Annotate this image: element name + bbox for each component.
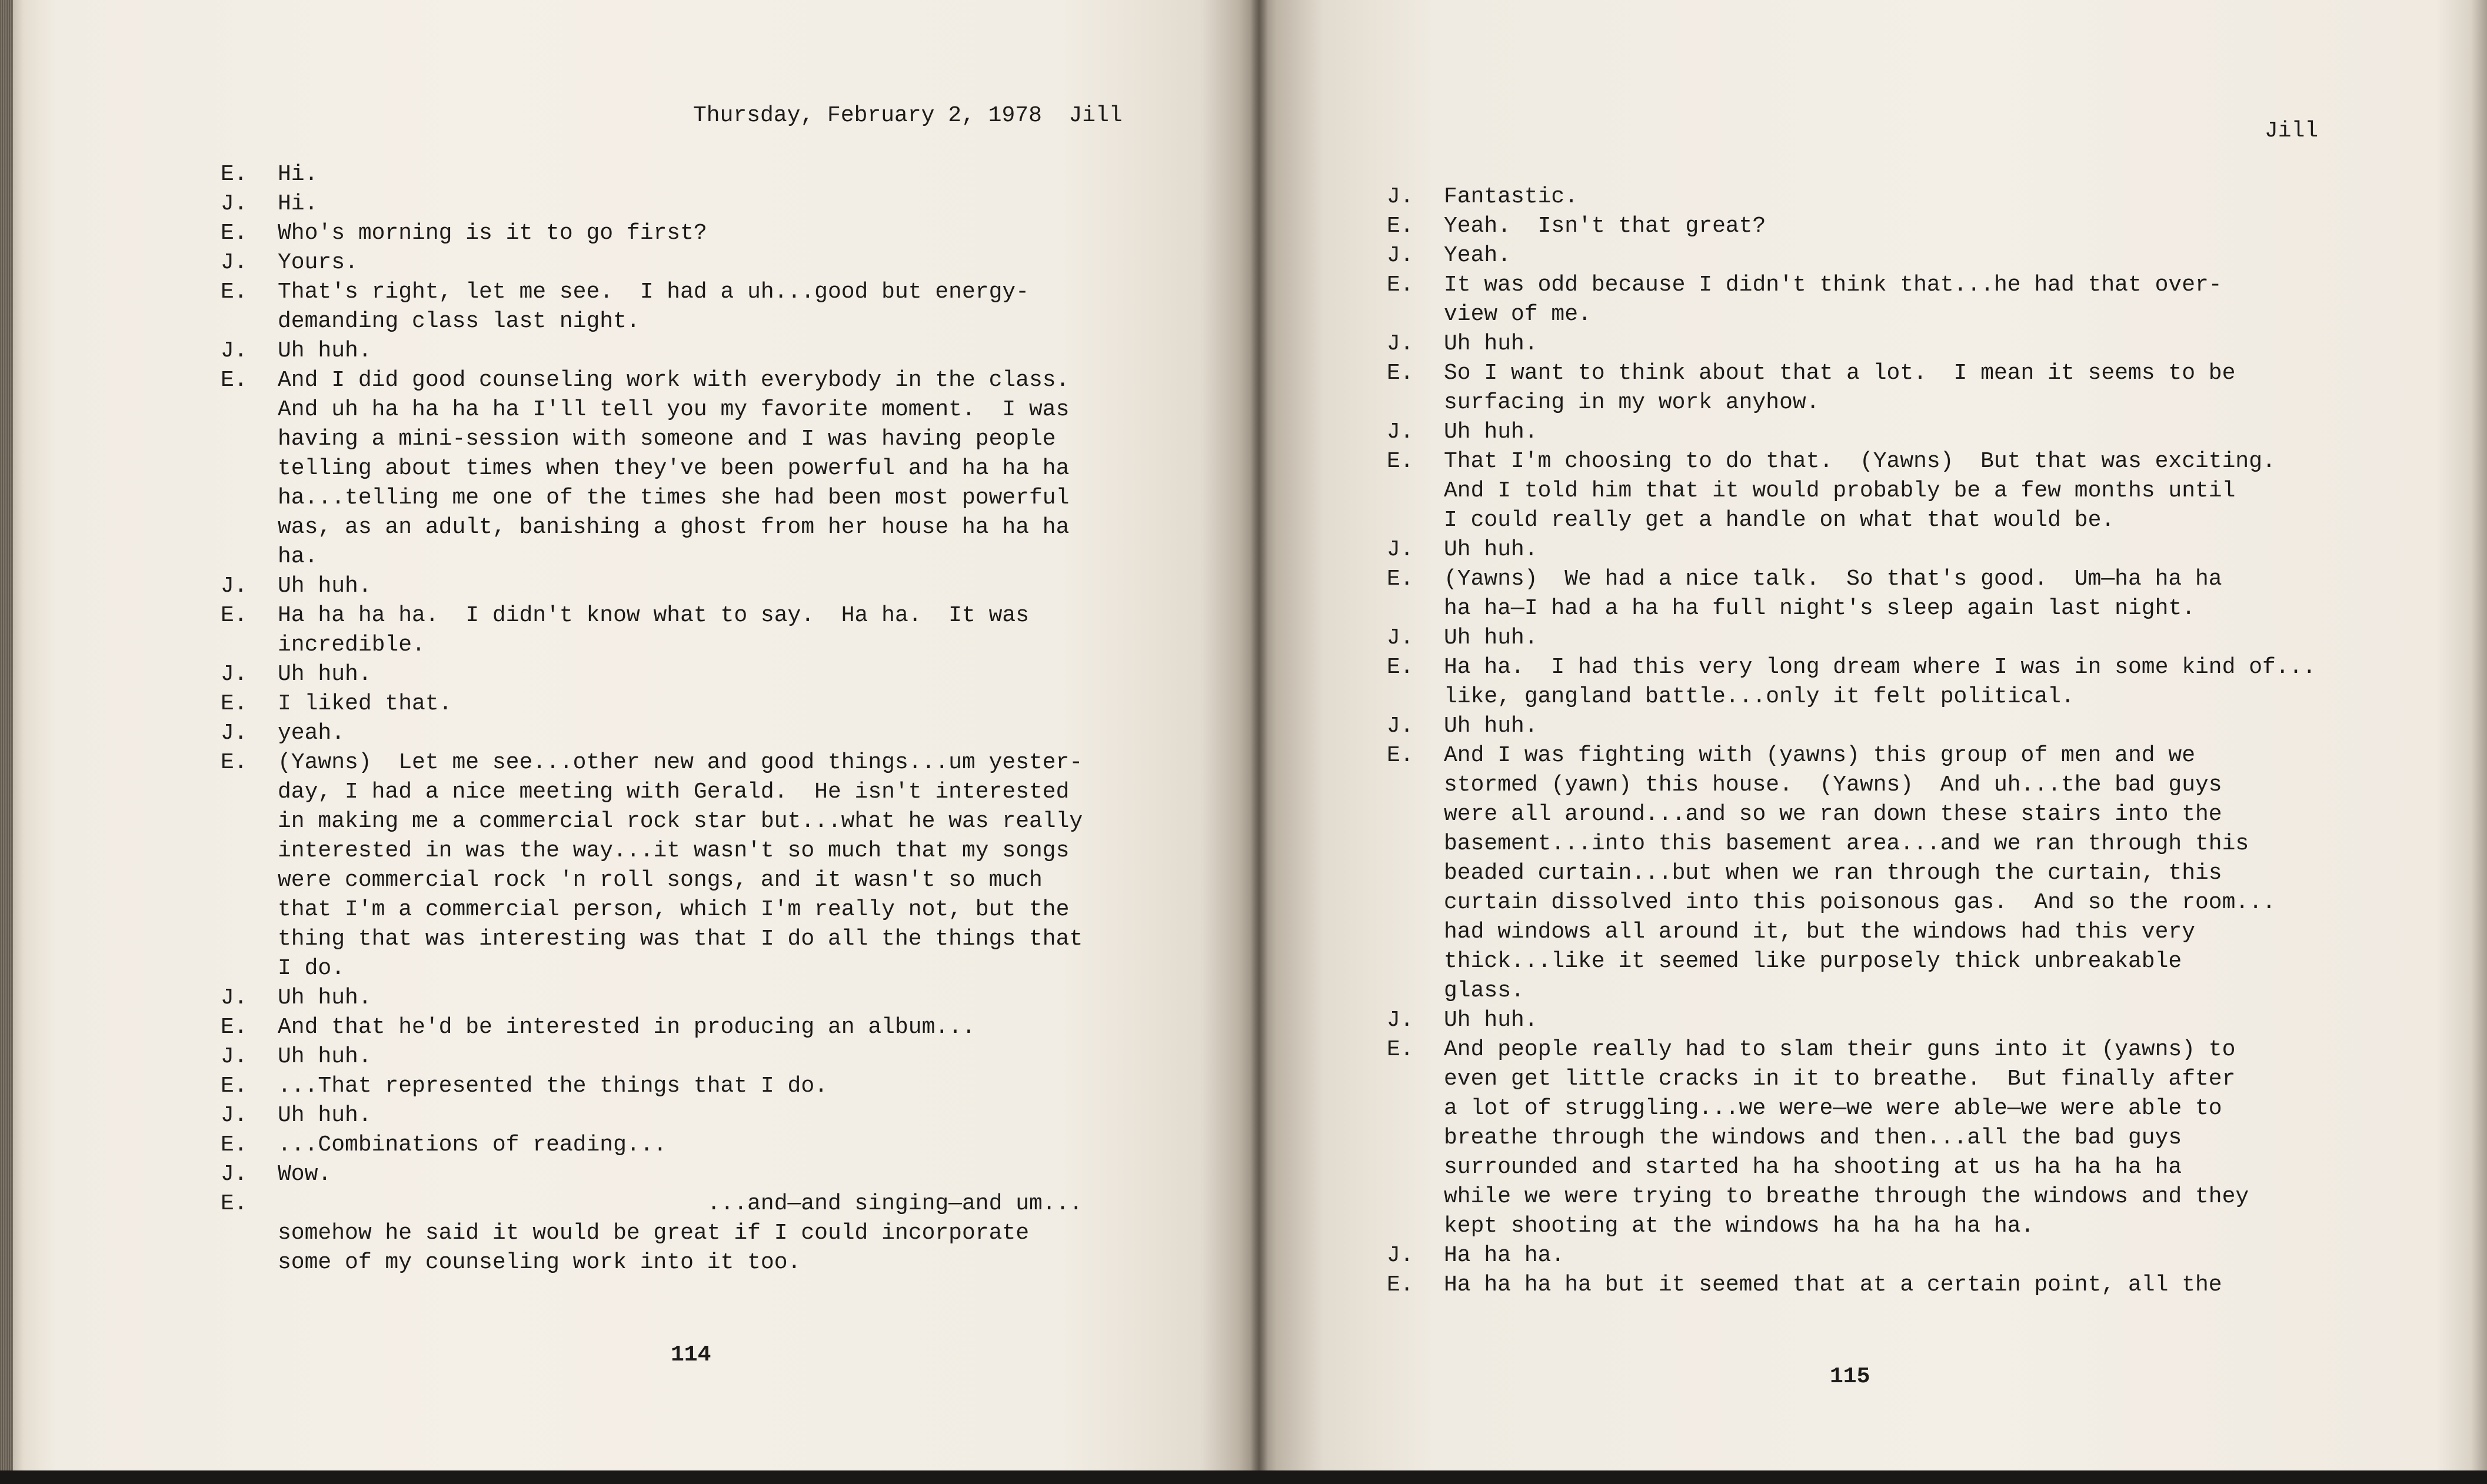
dialogue-line: Uh huh.	[1444, 537, 1538, 562]
dialogue-line: Uh huh.	[1444, 713, 1538, 739]
right-page-header: Jill	[2265, 118, 2319, 144]
speaker-label: E.	[221, 368, 248, 393]
dialogue-entry	[221, 689, 1083, 719]
dialogue-text	[278, 248, 358, 278]
dialogue-line: thing that was interesting was that I do all the things that	[278, 926, 1083, 952]
dialogue-line: I could really get a handle on what that would be.	[1444, 508, 2115, 533]
speaker-label: E.	[1387, 361, 1414, 386]
dialogue-line: yeah.	[278, 721, 345, 746]
dialogue-line: And I was fighting with (yawns) this group of men and we	[1444, 743, 2196, 768]
dialogue-text	[278, 1072, 828, 1101]
speaker-label: E.	[221, 603, 248, 628]
dialogue-entry	[1387, 418, 2316, 447]
dialogue-line: surfacing in my work anyhow.	[1444, 390, 1820, 415]
dialogue-entry	[1387, 623, 2316, 653]
speaker-label: E.	[221, 1191, 248, 1216]
dialogue-line: basement...into this basement area...and we ran through this	[1444, 831, 2249, 856]
dialogue-line: was, as an adult, banishing a ghost from her house ha ha ha	[278, 515, 1070, 540]
dialogue-text	[278, 601, 1029, 660]
dialogue-line: telling about times when they've been powerful and ha ha ha	[278, 456, 1070, 481]
dialogue-line: Uh huh.	[1444, 331, 1538, 356]
dialogue-entry	[1387, 535, 2316, 565]
dialogue-line: ha ha—I had a ha ha full night's sleep again last night.	[1444, 596, 2196, 621]
dialogue-entry	[1387, 271, 2316, 329]
dialogue-line: (Yawns) Let me see...other new and good things...um yester-	[278, 750, 1083, 775]
dialogue-text	[1444, 447, 2276, 535]
dialogue-text	[278, 719, 345, 748]
speaker-label: E.	[221, 750, 248, 775]
speaker-label: E.	[221, 1132, 248, 1158]
dialogue-entry	[221, 1101, 1083, 1130]
speaker-label: E.	[221, 1073, 248, 1099]
dialogue-entry	[1387, 241, 2316, 271]
dialogue-line: surrounded and started ha ha shooting at us ha ha ha ha	[1444, 1155, 2182, 1180]
right-page	[1259, 0, 2487, 1484]
dialogue-text	[1444, 741, 2276, 1006]
dialogue-text	[278, 1013, 976, 1042]
dialogue-entry	[221, 1013, 1083, 1042]
dialogue-entry	[1387, 182, 2316, 212]
dialogue-line: while we were trying to breathe through the windows and they	[1444, 1184, 2249, 1209]
dialogue-line: like, gangland battle...only it felt political.	[1444, 684, 2075, 709]
dialogue-text	[1444, 271, 2222, 329]
dialogue-line: And people really had to slam their guns into it (yawns) to	[1444, 1037, 2236, 1062]
dialogue-line: somehow he said it would be great if I could incorporate	[278, 1220, 1030, 1246]
dialogue-line: Ha ha ha ha. I didn't know what to say. Ha ha. It was	[278, 603, 1030, 628]
speaker-label: E.	[1387, 743, 1414, 768]
dialogue-entry	[1387, 741, 2316, 1006]
speaker-label: E.	[221, 221, 248, 246]
dialogue-entry	[221, 983, 1083, 1013]
right-dialogue	[1387, 182, 2316, 1300]
dialogue-entry	[221, 748, 1083, 983]
dialogue-entry	[221, 366, 1083, 572]
dialogue-entry	[221, 719, 1083, 748]
dialogue-line: I do.	[278, 956, 345, 981]
left-dialogue	[221, 160, 1083, 1278]
dialogue-line: Yeah.	[1444, 243, 1511, 268]
speaker-label: J.	[221, 1103, 248, 1128]
dialogue-text	[278, 983, 372, 1013]
speaker-label: J.	[1387, 184, 1414, 209]
dialogue-text	[278, 366, 1069, 572]
dialogue-line: That's right, let me see. I had a uh...good but energy-	[278, 279, 1030, 305]
dialogue-line: That I'm choosing to do that. (Yawns) But that was exciting.	[1444, 449, 2276, 474]
dialogue-entry	[221, 219, 1083, 248]
speaker-label: E.	[221, 1015, 248, 1040]
speaker-label: E.	[1387, 214, 1414, 239]
dialogue-line: were all around...and so we ran down these stairs into the	[1444, 802, 2222, 827]
page-edge	[0, 0, 13, 1484]
speaker-label: E.	[1387, 655, 1414, 680]
dialogue-line: that I'm a commercial person, which I'm really not, but the	[278, 897, 1070, 922]
dialogue-text	[278, 1042, 372, 1072]
dialogue-line: view of me.	[1444, 302, 1592, 327]
dialogue-line: Uh huh.	[278, 985, 372, 1011]
speaker-label: E.	[1387, 1272, 1414, 1298]
dialogue-entry	[221, 1160, 1083, 1189]
dialogue-text	[1444, 1035, 2249, 1241]
dialogue-line: even get little cracks in it to breathe. But finally after	[1444, 1066, 2236, 1092]
right-page-number: 115	[1830, 1364, 1870, 1389]
dialogue-entry	[1387, 329, 2316, 359]
speaker-label: E.	[1387, 272, 1414, 298]
dialogue-entry	[221, 1042, 1083, 1072]
dialogue-text	[1444, 241, 1511, 271]
dialogue-line: Uh huh.	[1444, 1008, 1538, 1033]
speaker-label: J.	[1387, 537, 1414, 562]
dialogue-entry	[221, 336, 1083, 366]
dialogue-line: were commercial rock 'n roll songs, and it wasn't so much	[278, 868, 1043, 893]
dialogue-line: And I told him that it would probably be a few months until	[1444, 478, 2236, 503]
dialogue-line: Ha ha ha ha but it seemed that at a certain point, all the	[1444, 1272, 2222, 1298]
dialogue-line: Ha ha. I had this very long dream where I was in some kind of...	[1444, 655, 2316, 680]
dialogue-line: And I did good counseling work with everybody in the class.	[278, 368, 1070, 393]
dialogue-line: Ha ha ha.	[1444, 1243, 1565, 1268]
speaker-label: J.	[221, 191, 248, 216]
dialogue-line: kept shooting at the windows ha ha ha ha ha.	[1444, 1213, 2035, 1239]
dialogue-line: ...That represented the things that I do.	[278, 1073, 828, 1099]
dialogue-line: Uh huh.	[278, 1044, 372, 1069]
dialogue-entry	[1387, 1035, 2316, 1241]
dialogue-line: glass.	[1444, 978, 1524, 1003]
dialogue-entry	[1387, 712, 2316, 741]
dialogue-text	[278, 219, 707, 248]
dialogue-text	[278, 660, 372, 689]
dialogue-text	[1444, 653, 2316, 712]
dialogue-line: Wow.	[278, 1162, 332, 1187]
dialogue-text	[278, 1130, 667, 1160]
dialogue-entry	[221, 1072, 1083, 1101]
dialogue-line: ...Combinations of reading...	[278, 1132, 667, 1158]
speaker-label: J.	[1387, 419, 1414, 445]
dialogue-line: incredible.	[278, 632, 425, 658]
dialogue-line: stormed (yawn) this house. (Yawns) And uh...the bad guys	[1444, 772, 2222, 798]
dialogue-line: had windows all around it, but the windows had this very	[1444, 919, 2196, 945]
dialogue-text	[1444, 359, 2235, 418]
speaker-label: J.	[221, 573, 248, 599]
dialogue-text	[278, 1189, 1083, 1278]
speaker-label: J.	[1387, 1243, 1414, 1268]
dialogue-line: Uh huh.	[278, 338, 372, 364]
dialogue-entry	[221, 160, 1083, 189]
dialogue-line: curtain dissolved into this poisonous gas. And so the room...	[1444, 890, 2276, 915]
speaker-label: J.	[221, 721, 248, 746]
dialogue-entry	[221, 660, 1083, 689]
dialogue-line: Yours.	[278, 250, 358, 275]
dialogue-line: breathe through the windows and then...all the bad guys	[1444, 1125, 2182, 1150]
speaker-label: E.	[221, 279, 248, 305]
dialogue-line: It was odd because I didn't think that...he had that over-	[1444, 272, 2222, 298]
speaker-label: J.	[221, 662, 248, 687]
dialogue-text	[1444, 535, 1538, 565]
dialogue-entry	[221, 189, 1083, 219]
dialogue-line: ha...telling me one of the times she had been most powerful	[278, 485, 1070, 511]
dialogue-line: beaded curtain...but when we ran through the curtain, this	[1444, 861, 2222, 886]
speaker-label: E.	[1387, 566, 1414, 592]
dialogue-entry	[1387, 1006, 2316, 1035]
dialogue-entry	[1387, 1270, 2316, 1300]
dialogue-text	[278, 189, 318, 219]
dialogue-line: And that he'd be interested in producing an album...	[278, 1015, 976, 1040]
speaker-label: E.	[1387, 1037, 1414, 1062]
speaker-label: E.	[221, 691, 248, 716]
dialogue-entry	[1387, 1241, 2316, 1270]
speaker-label: J.	[1387, 243, 1414, 268]
dialogue-text	[1444, 418, 1538, 447]
dialogue-entry	[1387, 212, 2316, 241]
dialogue-text	[1444, 1270, 2222, 1300]
book-gutter	[1250, 0, 1268, 1484]
dialogue-line: Yeah. Isn't that great?	[1444, 214, 1766, 239]
dialogue-text	[278, 572, 372, 601]
dialogue-line: day, I had a nice meeting with Gerald. He isn't interested	[278, 779, 1070, 805]
dialogue-text	[1444, 1006, 1538, 1035]
dialogue-line: some of my counseling work into it too.	[278, 1250, 801, 1275]
dialogue-line: And uh ha ha ha ha I'll tell you my favorite moment. I was	[278, 397, 1070, 422]
dialogue-text	[1444, 212, 1766, 241]
dialogue-text	[278, 689, 452, 719]
dialogue-line: a lot of struggling...we were—we were able—we were able to	[1444, 1096, 2222, 1121]
dialogue-text	[278, 1101, 372, 1130]
dialogue-entry	[1387, 359, 2316, 418]
left-page-number: 114	[671, 1342, 711, 1368]
speaker-label: J.	[1387, 331, 1414, 356]
dialogue-text	[1444, 565, 2222, 623]
dialogue-text	[1444, 329, 1538, 359]
dialogue-line: I liked that.	[278, 691, 452, 716]
dialogue-text	[1444, 1241, 1564, 1270]
dialogue-entry	[221, 278, 1083, 336]
dialogue-line: demanding class last night.	[278, 309, 640, 334]
speaker-label: E.	[1387, 449, 1414, 474]
dialogue-line: Uh huh.	[1444, 625, 1538, 651]
dialogue-entry	[221, 1189, 1083, 1278]
dialogue-line: ha.	[278, 544, 318, 569]
dialogue-entry	[1387, 653, 2316, 712]
dialogue-text	[1444, 712, 1538, 741]
speaker-label: J.	[221, 1044, 248, 1069]
speaker-label: J.	[221, 338, 248, 364]
left-page-header: Thursday, February 2, 1978 Jill	[693, 103, 1123, 128]
dialogue-entry	[221, 248, 1083, 278]
dialogue-line: Uh huh.	[278, 573, 372, 599]
dialogue-entry	[1387, 565, 2316, 623]
dialogue-entry	[221, 572, 1083, 601]
dialogue-line: having a mini-session with someone and I was having people	[278, 426, 1056, 452]
dialogue-line: Fantastic.	[1444, 184, 1579, 209]
dialogue-line: Hi.	[278, 191, 318, 216]
dialogue-line: Hi.	[278, 162, 318, 187]
dialogue-line: Uh huh.	[278, 662, 372, 687]
speaker-label: E.	[221, 162, 248, 187]
dialogue-line: interested in was the way...it wasn't so much that my songs	[278, 838, 1070, 863]
speaker-label: J.	[221, 1162, 248, 1187]
dialogue-text	[278, 1160, 331, 1189]
speaker-label: J.	[221, 985, 248, 1011]
speaker-label: J.	[1387, 1008, 1414, 1033]
dialogue-text	[278, 336, 372, 366]
bottom-edge	[0, 1470, 2487, 1484]
dialogue-entry	[221, 601, 1083, 660]
speaker-label: J.	[1387, 713, 1414, 739]
dialogue-text	[278, 160, 318, 189]
dialogue-text	[1444, 182, 1578, 212]
dialogue-text	[1444, 623, 1538, 653]
dialogue-text	[278, 748, 1083, 983]
dialogue-text	[278, 278, 1029, 336]
dialogue-entry	[1387, 447, 2316, 535]
dialogue-line: So I want to think about that a lot. I mean it seems to be	[1444, 361, 2236, 386]
speaker-label: J.	[221, 250, 248, 275]
dialogue-line: Uh huh.	[1444, 419, 1538, 445]
speaker-label: J.	[1387, 625, 1414, 651]
dialogue-line: thick...like it seemed like purposely thick unbreakable	[1444, 949, 2182, 974]
dialogue-line: in making me a commercial rock star but...what he was really	[278, 809, 1083, 834]
dialogue-line: ...and—and singing—and um...	[278, 1191, 1083, 1216]
dialogue-line: Uh huh.	[278, 1103, 372, 1128]
dialogue-entry	[221, 1130, 1083, 1160]
dialogue-line: (Yawns) We had a nice talk. So that's good. Um—ha ha ha	[1444, 566, 2222, 592]
dialogue-line: Who's morning is it to go first?	[278, 221, 707, 246]
